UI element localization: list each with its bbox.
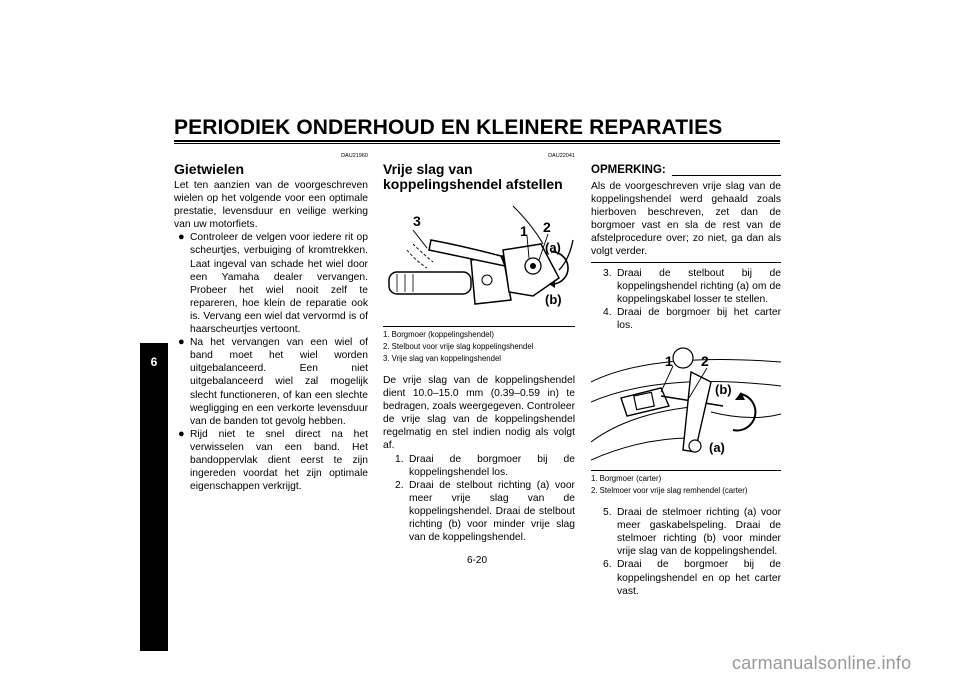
column-clutch-lever (383, 153, 575, 544)
figure-label: (b) (545, 292, 562, 307)
bullet-icon: ● (178, 427, 185, 440)
bullet-item: ● Na het vervangen van een wiel of band moet het wiel worden uitgebalanceerd. Een niet uitgebalanceerd wiel zal mogelijk slecht functioneren, of kan een slechte wegligging en een verkorte levensduur van de banden tot gevolg hebben. (178, 336, 368, 427)
caption-item: 2. Stelmoer voor vrije slag remhendel (carter) (591, 486, 748, 496)
bullet-icon: ● (178, 336, 185, 349)
step-item: 2. Draai de stelbout richting (a) voor meer vrije slag van de koppelingshendel. Draai de stelbout richting (b) voor minder vrije slag van de koppelingshendel. (395, 479, 575, 544)
figure-label: (b) (715, 382, 732, 398)
figure-label: 2 (543, 219, 551, 235)
intro-paragraph: Let ten aanzien van de voorgeschreven wielen op het volgende voor een optimale prestatie, levensduur en veilige werking van uw motorfiets. (174, 180, 368, 231)
figure-label: 1 (520, 223, 528, 239)
crankcase-figure (591, 342, 781, 466)
note-rule (672, 175, 781, 176)
figure-captions (591, 473, 781, 497)
note-title: OPMERKING: (591, 164, 666, 176)
step-item: 4. Draai de borgmoer bij het carter los. (603, 306, 781, 331)
step-item: 6. Draai de borgmoer bij de koppelingshendel en op het carter vast. (603, 559, 781, 597)
section-code: DAU22041 (548, 153, 575, 159)
chapter-tab (140, 343, 168, 651)
figure-label: (a) (709, 440, 725, 456)
note-text: Als de voorgeschreven vrije slag van de koppelingshendel werd gehaald zoals hierboven beschreven, zet dan de borgmoer vast en sla de rest van de afstelprocedure over; zo niet, ga dan als volgt verder. (591, 181, 781, 258)
watermark: carmanualsonline.info (732, 653, 912, 673)
chapter-number: 6 (150, 355, 158, 369)
note-header (591, 163, 781, 178)
section-heading: Vrije slag van koppelingshendel afstellen (383, 161, 563, 192)
figure-label: 3 (413, 213, 421, 229)
step-item: 3. Draai de stelbout bij de koppelingshendel richting (a) om de koppelingskabel losser te stellen. (603, 267, 781, 305)
step-item: 5. Draai de stelmoer richting (a) voor meer gaskabelspeling. Draai de stelmoer richting (b) voor minder vrije slag van de koppelingshendel. (603, 507, 781, 558)
step-item: 1. Draai de borgmoer bij de koppelingshendel los. (395, 453, 575, 478)
bullet-item: ● Rijd niet te snel direct na het verwisselen van een band. Het bandoppervlak dient eerst te zijn ingereden voordat het zijn optimale eigenschappen verkrijgt. (178, 427, 368, 493)
note-end-rule (591, 262, 781, 263)
header-rule-thin (174, 143, 780, 144)
section-code: DAU21960 (341, 153, 368, 159)
figure-label: 1 (665, 353, 673, 370)
caption-item: 3. Vrije slag van koppelingshendel (383, 354, 502, 363)
column-cast-wheels (174, 153, 368, 493)
column-note-and-steps (591, 163, 781, 598)
caption-rule (591, 470, 781, 471)
figure-label: 2 (701, 353, 709, 370)
caption-item: 2. Stelbout voor vrije slag koppelingshendel (383, 342, 534, 351)
caption-item: 1. Borgmoer (carter) (591, 474, 662, 484)
header-rule (174, 140, 780, 142)
caption-rule (383, 326, 575, 327)
body-paragraph: De vrije slag van de koppelingshendel dient 10.0–15.0 mm (0.39–0.59 in) te bedragen, zoals weergegeven. Controleer de vrije slag van de koppelingshendel regelmatig en stel indien nodig als volgt af. (383, 375, 575, 452)
page-header-title: PERIODIEK ONDERHOUD EN KLEINERE REPARATIES (174, 116, 723, 139)
figure-label: (a) (545, 240, 561, 255)
caption-item: 1. Borgmoer (koppelingshendel) (383, 330, 494, 339)
figure-captions (383, 329, 575, 365)
section-heading: Gietwielen (174, 161, 245, 177)
bullet-item: ● Controleer de velgen voor iedere rit op scheurtjes, verbuiging of kromtrekken. Laat ingeval van schade het wiel door een Yamaha dealer vervangen. Probeer het wiel nooit zelf te repareren, hoe klein de reparatie ook is. Vervang een wiel dat vervormd is of haarscheurtjes vertoont. (178, 231, 368, 336)
bullet-icon: ● (178, 231, 185, 244)
clutch-lever-figure (383, 200, 575, 322)
page-number: 6-20 (467, 555, 488, 566)
